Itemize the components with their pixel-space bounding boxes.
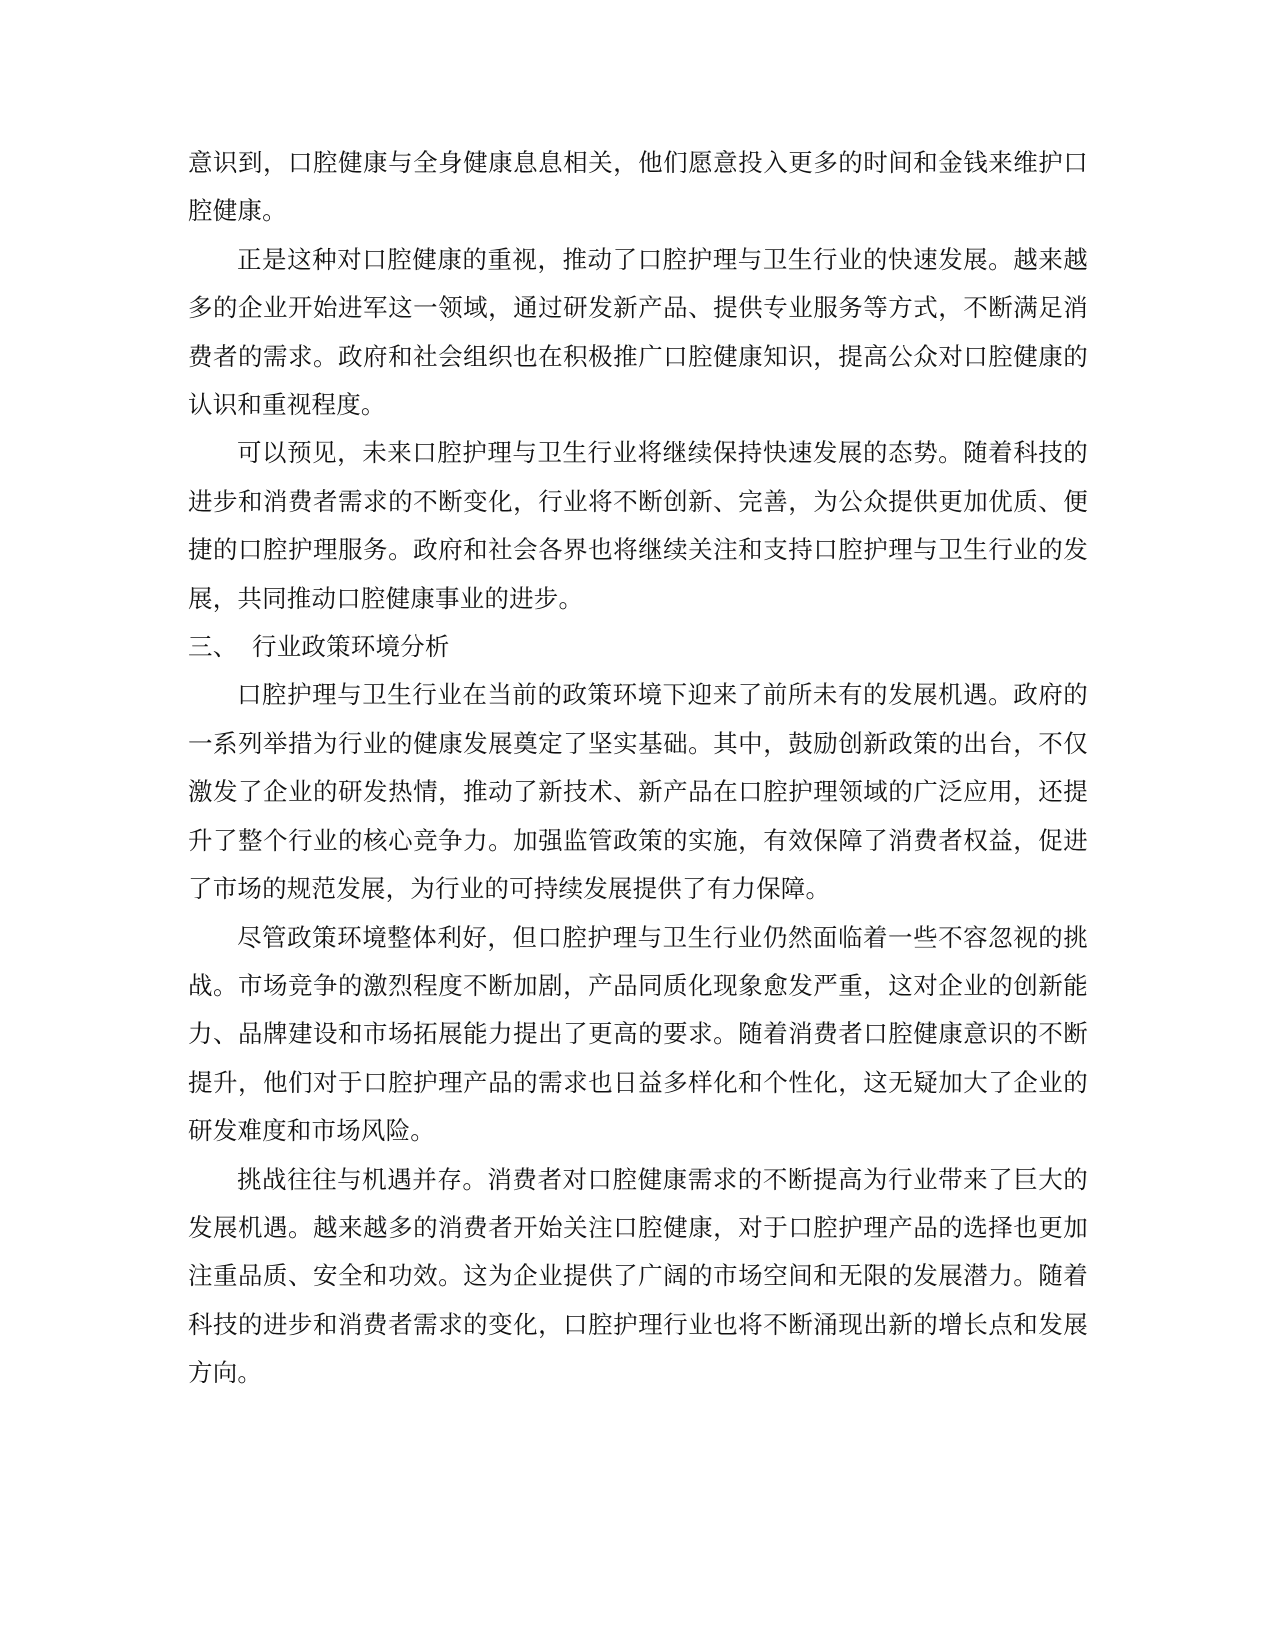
- paragraph: 正是这种对口腔健康的重视，推动了口腔护理与卫生行业的快速发展。越来越多的企业开始进军这一领域，通过研发新产品、提供专业服务等方式，不断满足消费者的需求。政府和社会组织也在积极推广口腔健康知识，提高公众对口腔健康的认识和重视程度。: [188, 244, 1088, 420]
- paragraph: 可以预见，未来口腔护理与卫生行业将继续保持快速发展的态势。随着科技的进步和消费者需求的不断变化，行业将不断创新、完善，为公众提供更加优质、便捷的口腔护理服务。政府和社会各界也将继续关注和支持口腔护理与卫生行业的发展，共同推动口腔健康事业的进步。: [188, 438, 1088, 613]
- paragraph: 挑战往往与机遇并存。消费者对口腔健康需求的不断提高为行业带来了巨大的发展机遇。越来越多的消费者开始关注口腔健康，对于口腔护理产品的选择也更加注重品质、安全和功效。这为企业提供了广阔的市场空间和无限的发展潜力。随着科技的进步和消费者需求的变化，口腔护理行业也将不断涌现出新的增长点和发展方向。: [188, 1164, 1088, 1388]
- paragraph-continuation: 意识到，口腔健康与全身健康息息相关，他们愿意投入更多的时间和金钱来维护口腔健康。: [188, 148, 1088, 226]
- section-number: 三、: [188, 632, 238, 662]
- section-heading: [188, 623, 1088, 671]
- section-title: 行业政策环境分析: [252, 632, 450, 662]
- paragraph: 尽管政策环境整体利好，但口腔护理与卫生行业仍然面临着一些不容忽视的挑战。市场竞争的激烈程度不断加剧，产品同质化现象愈发严重，这对企业的创新能力、品牌建设和市场拓展能力提出了更高的要求。随着消费者口腔健康意识的不断提升，他们对于口腔护理产品的需求也日益多样化和个性化，这无疑加大了企业的研发难度和市场风险。: [188, 922, 1088, 1146]
- document-body: [188, 139, 1088, 1398]
- paragraph: 口腔护理与卫生行业在当前的政策环境下迎来了前所未有的发展机遇。政府的一系列举措为行业的健康发展奠定了坚实基础。其中，鼓励创新政策的出台，不仅激发了企业的研发热情，推动了新技术、新产品在口腔护理领域的广泛应用，还提升了整个行业的核心竞争力。加强监管政策的实施，有效保障了消费者权益，促进了市场的规范发展，为行业的可持续发展提供了有力保障。: [188, 680, 1088, 904]
